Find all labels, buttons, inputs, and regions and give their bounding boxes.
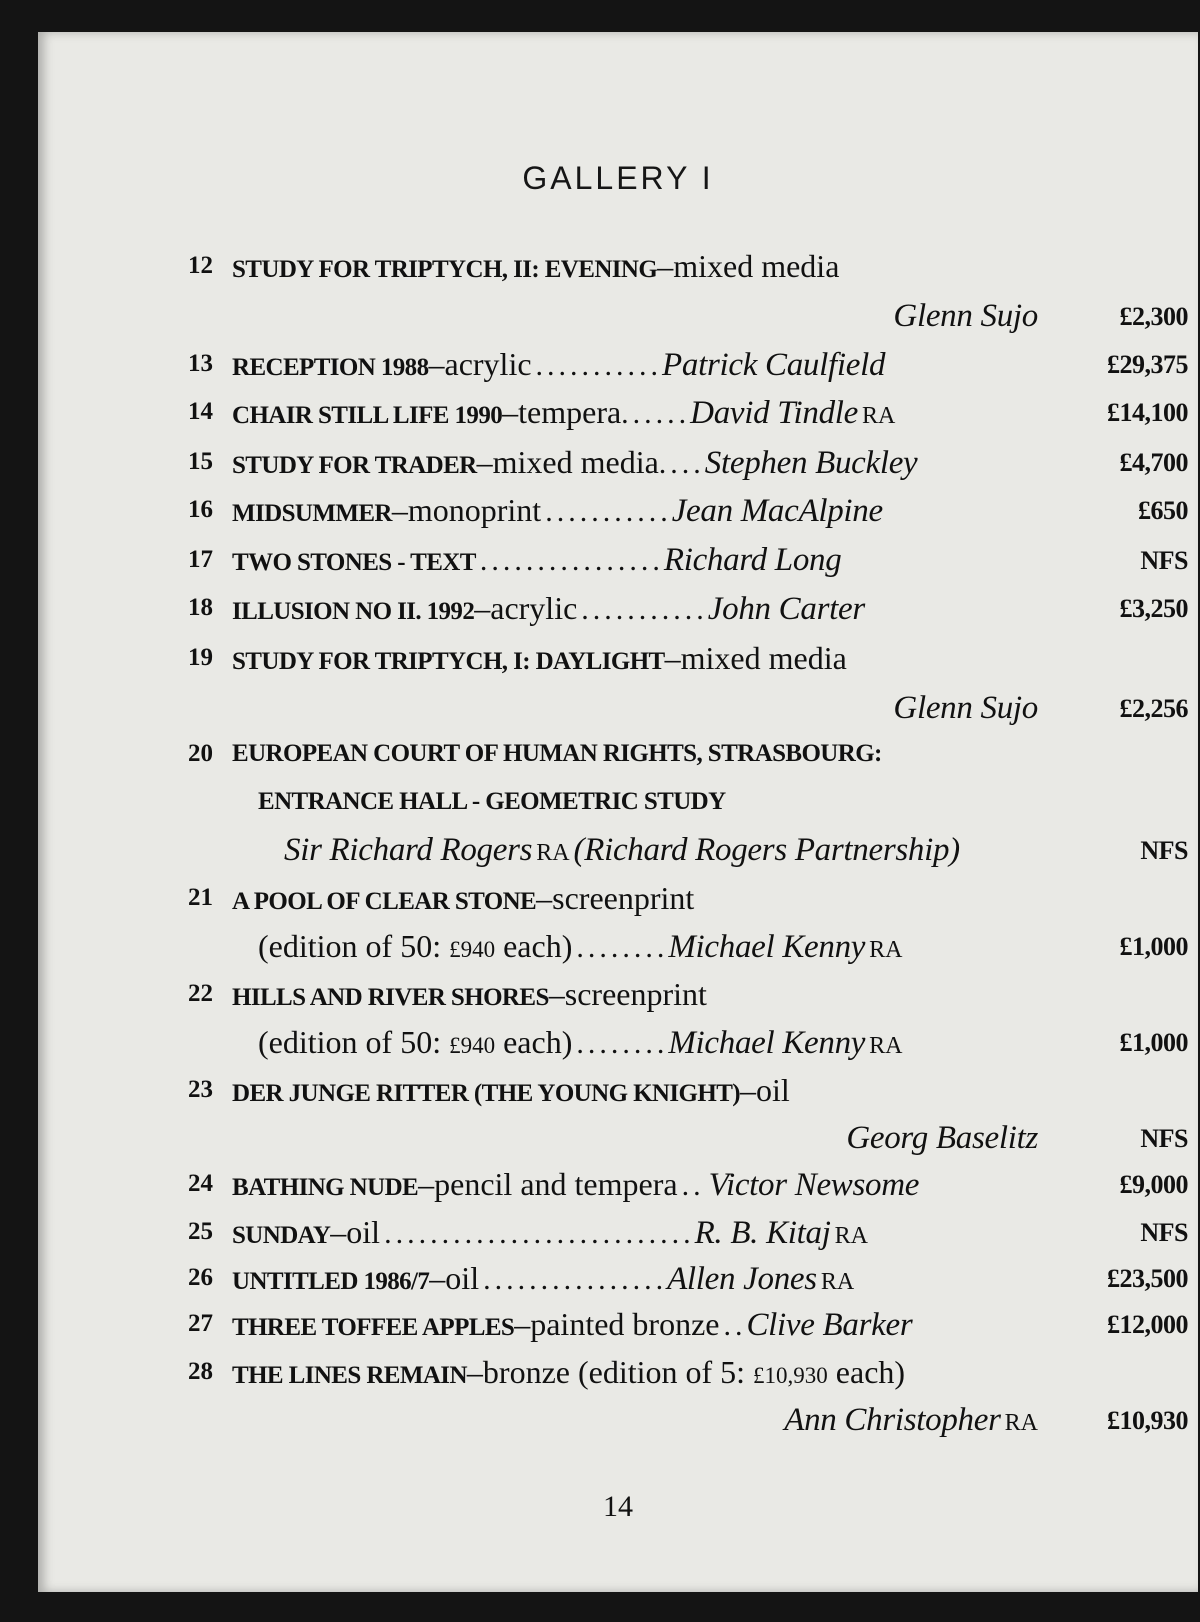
entry-number: 16 <box>188 496 213 523</box>
entry-title: HILLS AND RIVER SHORES <box>232 984 549 1011</box>
entry-medium: oil <box>445 1260 480 1296</box>
entry-number: 24 <box>188 1170 213 1197</box>
entry-number: 20 <box>188 740 213 767</box>
entry-number: 13 <box>188 350 213 377</box>
entry-title: STUDY FOR TRIPTYCH, II: EVENING <box>232 256 658 283</box>
entry-title: STUDY FOR TRADER <box>232 452 477 479</box>
entry-18: 18 ILLUSION NO II. 1992–acrylic ...........John Carter £3,250 <box>188 590 1188 627</box>
entry-medium: mixed media <box>492 444 659 480</box>
entry-13: 13 RECEPTION 1988–acrylic ...........Patrick Caulfield £29,375 <box>188 346 1188 383</box>
entry-artist: R. B. Kitaj <box>694 1215 831 1251</box>
entry-number: 14 <box>188 398 213 425</box>
entry-title: TWO STONES - TEXT <box>232 549 476 576</box>
entry-medium: oil <box>756 1072 790 1108</box>
entry-medium: bronze <box>482 1354 570 1390</box>
entry-price: £12,000 <box>1107 1310 1188 1339</box>
entry-artist: Victor Newsome <box>708 1167 920 1203</box>
entry-number: 26 <box>188 1264 213 1291</box>
entry-price: £1,000 <box>1119 932 1188 961</box>
entry-title: A POOL OF CLEAR STONE <box>232 888 537 915</box>
entry-artist: Richard Long <box>663 542 842 578</box>
entry-14: 14 CHAIR STILL LIFE 1990–tempera......David Tindle RA £14,100 <box>188 394 1188 431</box>
entry-price: £2,256 <box>1119 694 1188 723</box>
entry-number: 18 <box>188 594 213 621</box>
entry-price: £23,500 <box>1107 1264 1188 1293</box>
entry-artist: Michael Kenny <box>668 929 866 965</box>
entry-medium: screenprint <box>552 880 695 916</box>
entry-25: 25 SUNDAY–oil ...........................R. B. Kitaj RA NFS <box>188 1214 1188 1251</box>
catalogue-page <box>38 32 1198 1592</box>
entry-23-line1: 23 DER JUNGE RITTER (THE YOUNG KNIGHT)–oil <box>188 1072 790 1108</box>
entry-16: 16 MIDSUMMER–monoprint ...........Jean MacAlpine £650 <box>188 492 1188 529</box>
entry-price: NFS <box>1140 546 1188 575</box>
entry-title: UNTITLED 1986/7 <box>232 1268 430 1295</box>
entry-artist: Sir Richard Rogers <box>284 832 533 868</box>
entry-medium: tempera <box>518 394 622 430</box>
entry-artist: Ann Christopher <box>784 1402 1001 1438</box>
entry-24: 24 BATHING NUDE–pencil and tempera .. Victor Newsome £9,000 <box>188 1166 1188 1203</box>
entry-28-line1: 28 THE LINES REMAIN–bronze (edition of 5: £10,930 each) <box>188 1354 906 1390</box>
entry-19-line1: 19 STUDY FOR TRIPTYCH, I: DAYLIGHT–mixed media <box>188 640 847 676</box>
entry-title-continued: ENTRANCE HALL - GEOMETRIC STUDY <box>258 788 726 815</box>
entry-27: 27 THREE TOFFEE APPLES–painted bronze ..Clive Barker £12,000 <box>188 1306 1188 1343</box>
entry-number: 19 <box>188 644 213 671</box>
entry-number: 25 <box>188 1218 213 1245</box>
entry-15: 15 STUDY FOR TRADER–mixed media....Stephen Buckley £4,700 <box>188 444 1188 481</box>
entry-price: £4,700 <box>1119 448 1188 477</box>
entry-21-line1: 21 A POOL OF CLEAR STONE–screenprint <box>188 880 695 916</box>
entry-number: 23 <box>188 1076 213 1103</box>
entry-medium: mixed media <box>680 640 847 676</box>
entry-number: 27 <box>188 1310 213 1337</box>
entry-title: STUDY FOR TRIPTYCH, I: DAYLIGHT <box>232 648 665 675</box>
entry-medium: screenprint <box>564 976 707 1012</box>
entry-28-line2: Ann Christopher RA £10,930 <box>784 1402 1188 1438</box>
entry-price: NFS <box>1140 1218 1188 1247</box>
entry-title: THREE TOFFEE APPLES <box>232 1314 515 1341</box>
entry-12-line1: 12 STUDY FOR TRIPTYCH, II: EVENING–mixed media <box>188 248 840 284</box>
entry-20-line3: Sir Richard Rogers RA (Richard Rogers Partnership) NFS <box>284 832 1188 868</box>
entry-title: THE LINES REMAIN <box>232 1362 467 1389</box>
entry-artist: Patrick Caulfield <box>662 347 886 383</box>
entry-price: £2,300 <box>1119 302 1188 331</box>
entry-22-line2: (edition of 50: £940 each) ........Michael Kenny RA £1,000 <box>258 1024 1188 1061</box>
entry-artist: David Tindle <box>690 395 858 431</box>
entry-12-line2 <box>188 294 1188 338</box>
entry-title: MIDSUMMER <box>232 500 392 527</box>
entry-title: SUNDAY <box>232 1222 331 1249</box>
entry-medium: painted bronze <box>530 1306 720 1342</box>
entry-number: 12 <box>188 252 213 279</box>
entry-artist: Stephen Buckley <box>704 445 918 481</box>
entry-title: DER JUNGE RITTER (THE YOUNG KNIGHT) <box>232 1080 740 1107</box>
entry-number: 17 <box>188 546 213 573</box>
entry-artist: Michael Kenny <box>668 1025 866 1061</box>
entry-number: 15 <box>188 448 213 475</box>
entry-price: £650 <box>1138 496 1188 525</box>
gallery-heading: GALLERY I <box>522 160 714 196</box>
entry-number: 22 <box>188 980 213 1007</box>
entry-artist: Georg Baselitz <box>846 1120 1038 1156</box>
entry-number: 21 <box>188 884 213 911</box>
entry-26: 26 UNTITLED 1986/7–oil ................Allen Jones RA £23,500 <box>188 1260 1188 1297</box>
entry-20-line1 <box>188 732 1188 776</box>
entry-price: £1,000 <box>1119 1028 1188 1057</box>
entry-price: £14,100 <box>1107 398 1188 427</box>
entry-medium: mixed media <box>673 248 840 284</box>
entry-artist: Clive Barker <box>746 1307 913 1343</box>
entry-price: NFS <box>1140 836 1188 865</box>
entry-title: BATHING NUDE <box>232 1174 419 1201</box>
entry-title: RECEPTION 1988 <box>232 354 429 381</box>
entry-price: NFS <box>1140 1124 1188 1153</box>
entry-title: EUROPEAN COURT OF HUMAN RIGHTS, STRASBOURG: <box>232 740 882 767</box>
entry-artist: John Carter <box>707 591 865 627</box>
entry-price: £3,250 <box>1119 594 1188 623</box>
entry-title: ILLUSION NO II. 1992 <box>232 598 475 625</box>
entry-artist: Jean MacAlpine <box>671 493 883 529</box>
entry-medium: pencil and tempera <box>434 1166 678 1202</box>
entry-22-line1: 22 HILLS AND RIVER SHORES–screenprint <box>188 976 707 1012</box>
entry-20-line2 <box>188 780 1188 824</box>
entry-price: £9,000 <box>1119 1170 1188 1199</box>
entry-price: £10,930 <box>1107 1406 1188 1435</box>
entry-artist: Glenn Sujo <box>893 298 1038 334</box>
entry-medium: monoprint <box>407 492 542 528</box>
entry-title: CHAIR STILL LIFE 1990 <box>232 402 503 429</box>
entry-21-line2: (edition of 50: £940 each) ........Michael Kenny RA £1,000 <box>258 928 1188 965</box>
entry-19-line2 <box>188 686 1188 730</box>
entry-17: 17 TWO STONES - TEXT ................Richard Long NFS <box>188 542 1188 578</box>
entry-number: 28 <box>188 1358 213 1385</box>
page-number: 14 <box>603 1490 633 1523</box>
entry-artist-note: (Richard Rogers Partnership) <box>573 832 960 868</box>
entry-artist: Allen Jones <box>667 1261 817 1297</box>
entry-23-line2 <box>188 1116 1188 1160</box>
entry-artist: Glenn Sujo <box>893 690 1038 726</box>
entry-medium: acrylic <box>490 590 578 626</box>
entry-price: £29,375 <box>1107 350 1188 379</box>
entry-medium: oil <box>346 1214 381 1250</box>
entry-medium: acrylic <box>444 346 532 382</box>
